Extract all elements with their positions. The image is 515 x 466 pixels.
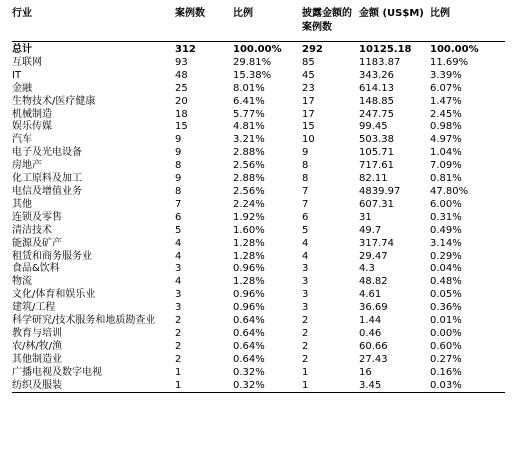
cell-ratio: 0.32% <box>233 366 265 378</box>
cell-ratio: 2.88% <box>233 147 265 159</box>
cell-industry: 机械制造 <box>12 108 52 120</box>
cell-amount-ratio: 6.07% <box>430 82 462 94</box>
table-row <box>12 199 505 212</box>
cell-cases: 18 <box>175 108 188 120</box>
cell-disclosed-cases: 4 <box>302 237 309 249</box>
header-ratio: 比例 <box>233 8 253 19</box>
cell-industry: 生物技术/医疗健康 <box>12 95 96 107</box>
cell-ratio: 1.28% <box>233 250 265 262</box>
cell-industry: 娱乐传媒 <box>12 121 52 133</box>
cell-cases: 4 <box>175 250 182 262</box>
cell-ratio: 5.77% <box>233 108 265 120</box>
table-row <box>12 251 505 264</box>
cell-industry: 电子及光电设备 <box>12 147 82 159</box>
cell-ratio: 29.81% <box>233 56 272 68</box>
cell-disclosed-cases: 6 <box>302 211 309 223</box>
cell-disclosed-cases: 292 <box>302 44 323 55</box>
cell-ratio: 1.28% <box>233 276 265 288</box>
cell-industry: 租赁和商务服务业 <box>12 250 92 262</box>
cell-amount: 614.13 <box>359 82 394 94</box>
cell-disclosed-cases: 7 <box>302 185 309 197</box>
table-row <box>12 212 505 225</box>
table-row <box>12 147 505 160</box>
cell-amount-ratio: 7.09% <box>430 160 462 172</box>
table-row <box>12 173 505 186</box>
cell-disclosed-cases: 7 <box>302 198 309 210</box>
cell-industry: 建筑/工程 <box>12 302 56 314</box>
cell-industry: 汽车 <box>12 134 32 146</box>
cell-ratio: 2.24% <box>233 198 265 210</box>
cell-amount: 4839.97 <box>359 185 401 197</box>
table-row <box>12 57 505 70</box>
cell-cases: 8 <box>175 160 182 172</box>
cell-amount-ratio: 0.36% <box>430 302 462 314</box>
cell-industry: 互联网 <box>12 56 42 68</box>
cell-amount-ratio: 0.03% <box>430 379 462 391</box>
header-row <box>12 7 505 42</box>
cell-industry: 其他制造业 <box>12 353 62 365</box>
cell-amount: 16 <box>359 366 372 378</box>
cell-amount: 1183.87 <box>359 56 401 68</box>
header-cases: 案例数 <box>175 8 205 19</box>
table-row <box>12 96 505 109</box>
cell-amount-ratio: 0.31% <box>430 211 462 223</box>
cell-cases: 6 <box>175 211 182 223</box>
cell-amount: 148.85 <box>359 95 394 107</box>
cell-amount: 343.26 <box>359 69 394 81</box>
cell-amount-ratio: 11.69% <box>430 56 469 68</box>
cell-industry: 能源及矿产 <box>12 237 62 249</box>
cell-amount: 247.75 <box>359 108 394 120</box>
cell-amount-ratio: 4.97% <box>430 134 462 146</box>
cell-disclosed-cases: 23 <box>302 82 315 94</box>
cell-amount-ratio: 0.00% <box>430 327 462 339</box>
cell-ratio: 1.28% <box>233 237 265 249</box>
cell-disclosed-cases: 2 <box>302 315 309 327</box>
table-row <box>12 354 505 367</box>
cell-disclosed-cases: 9 <box>302 147 309 159</box>
table-row <box>12 328 505 341</box>
cell-industry: 金融 <box>12 82 32 94</box>
cell-amount: 31 <box>359 211 372 223</box>
table-row <box>12 238 505 251</box>
cell-amount-ratio: 0.27% <box>430 353 462 365</box>
cell-disclosed-cases: 2 <box>302 327 309 339</box>
cell-amount-ratio: 0.29% <box>430 250 462 262</box>
cell-ratio: 1.60% <box>233 224 265 236</box>
cell-cases: 1 <box>175 379 182 391</box>
cell-cases: 4 <box>175 237 182 249</box>
cell-amount-ratio: 3.39% <box>430 69 462 81</box>
cell-amount: 10125.18 <box>359 44 412 55</box>
cell-ratio: 2.56% <box>233 160 265 172</box>
cell-cases: 9 <box>175 134 182 146</box>
cell-disclosed-cases: 15 <box>302 121 315 133</box>
cell-amount: 3.45 <box>359 379 382 391</box>
cell-disclosed-cases: 85 <box>302 56 315 68</box>
cell-amount-ratio: 0.05% <box>430 289 462 301</box>
cell-amount-ratio: 6.00% <box>430 198 462 210</box>
cell-industry: 物流 <box>12 276 32 288</box>
cell-industry: 农/林/牧/渔 <box>12 340 63 352</box>
table-row <box>12 70 505 83</box>
cell-cases: 25 <box>175 82 188 94</box>
table-row <box>12 263 505 276</box>
cell-ratio: 0.96% <box>233 263 265 275</box>
table-row <box>12 134 505 147</box>
cell-industry: 化工原料及加工 <box>12 173 82 185</box>
total-row <box>12 42 505 57</box>
cell-industry: 纺织及服装 <box>12 379 62 391</box>
cell-ratio: 2.88% <box>233 173 265 185</box>
table-body <box>12 42 505 393</box>
cell-ratio: 0.64% <box>233 340 265 352</box>
table-row <box>12 302 505 315</box>
cell-cases: 3 <box>175 263 182 275</box>
cell-cases: 3 <box>175 302 182 314</box>
cell-ratio: 0.32% <box>233 379 265 391</box>
cell-cases: 93 <box>175 56 188 68</box>
cell-ratio: 0.64% <box>233 353 265 365</box>
cell-amount: 717.61 <box>359 160 394 172</box>
cell-cases: 1 <box>175 366 182 378</box>
cell-amount-ratio: 0.04% <box>430 263 462 275</box>
table-row <box>12 225 505 238</box>
table-row <box>12 186 505 199</box>
cell-industry: 总计 <box>12 44 32 55</box>
cell-disclosed-cases: 2 <box>302 340 309 352</box>
cell-cases: 2 <box>175 353 182 365</box>
cell-cases: 7 <box>175 198 182 210</box>
cell-disclosed-cases: 2 <box>302 353 309 365</box>
table-row <box>12 109 505 122</box>
cell-ratio: 100.00% <box>233 44 282 55</box>
cell-cases: 2 <box>175 315 182 327</box>
cell-ratio: 3.21% <box>233 134 265 146</box>
cell-amount: 29.47 <box>359 250 388 262</box>
cell-cases: 15 <box>175 121 188 133</box>
cell-disclosed-cases: 3 <box>302 302 309 314</box>
cell-amount-ratio: 0.48% <box>430 276 462 288</box>
cell-ratio: 4.81% <box>233 121 265 133</box>
cell-ratio: 0.64% <box>233 327 265 339</box>
table-row <box>12 121 505 134</box>
table-row <box>12 289 505 302</box>
cell-amount: 4.3 <box>359 263 375 275</box>
cell-cases: 8 <box>175 185 182 197</box>
cell-cases: 3 <box>175 289 182 301</box>
cell-disclosed-cases: 8 <box>302 173 309 185</box>
cell-disclosed-cases: 4 <box>302 250 309 262</box>
cell-amount-ratio: 2.45% <box>430 108 462 120</box>
cell-disclosed-cases: 10 <box>302 134 315 146</box>
cell-industry: 食品&饮料 <box>12 263 60 275</box>
table-row <box>12 341 505 354</box>
cell-cases: 2 <box>175 327 182 339</box>
cell-cases: 20 <box>175 95 188 107</box>
cell-amount-ratio: 0.60% <box>430 340 462 352</box>
table-row <box>12 315 505 328</box>
header-industry: 行业 <box>12 8 32 19</box>
cell-cases: 2 <box>175 340 182 352</box>
cell-ratio: 8.01% <box>233 82 265 94</box>
table-row <box>12 83 505 96</box>
cell-amount: 99.45 <box>359 121 388 133</box>
cell-amount-ratio: 1.04% <box>430 147 462 159</box>
cell-disclosed-cases: 17 <box>302 108 315 120</box>
table-header <box>12 7 505 42</box>
cell-ratio: 6.41% <box>233 95 265 107</box>
cell-cases: 4 <box>175 276 182 288</box>
cell-industry: IT <box>12 69 22 81</box>
header-amount: 金额 (US$M) <box>359 8 424 19</box>
cell-ratio: 15.38% <box>233 69 272 81</box>
cell-amount-ratio: 3.14% <box>430 237 462 249</box>
header-amount-ratio: 比例 <box>430 8 450 19</box>
cell-amount: 1.44 <box>359 315 382 327</box>
cell-amount-ratio: 0.16% <box>430 366 462 378</box>
cell-amount: 105.71 <box>359 147 394 159</box>
investment-table <box>12 7 505 393</box>
cell-amount: 503.38 <box>359 134 394 146</box>
cell-disclosed-cases: 1 <box>302 366 309 378</box>
cell-amount: 4.61 <box>359 289 382 301</box>
cell-industry: 广播电视及数字电视 <box>12 366 102 378</box>
table-row <box>12 160 505 173</box>
cell-industry: 其他 <box>12 198 32 210</box>
cell-amount: 317.74 <box>359 237 394 249</box>
cell-amount: 48.82 <box>359 276 388 288</box>
cell-disclosed-cases: 45 <box>302 69 315 81</box>
cell-ratio: 0.96% <box>233 289 265 301</box>
cell-amount-ratio: 0.49% <box>430 224 462 236</box>
table-row <box>12 367 505 380</box>
cell-industry: 教育与培训 <box>12 327 62 339</box>
cell-industry: 电信及增值业务 <box>12 185 82 197</box>
cell-amount-ratio: 0.01% <box>430 315 462 327</box>
cell-amount: 607.31 <box>359 198 394 210</box>
cell-amount: 60.66 <box>359 340 388 352</box>
cell-ratio: 2.56% <box>233 185 265 197</box>
cell-amount: 27.43 <box>359 353 388 365</box>
cell-cases: 312 <box>175 44 196 55</box>
table-row <box>12 276 505 289</box>
cell-cases: 9 <box>175 173 182 185</box>
cell-disclosed-cases: 1 <box>302 379 309 391</box>
cell-disclosed-cases: 3 <box>302 263 309 275</box>
cell-amount: 82.11 <box>359 173 388 185</box>
cell-industry: 清洁技术 <box>12 224 52 236</box>
cell-disclosed-cases: 8 <box>302 160 309 172</box>
cell-industry: 房地产 <box>12 160 42 172</box>
cell-ratio: 1.92% <box>233 211 265 223</box>
cell-amount-ratio: 100.00% <box>430 44 479 55</box>
cell-disclosed-cases: 3 <box>302 289 309 301</box>
cell-amount: 49.7 <box>359 224 382 236</box>
table-row <box>12 380 505 393</box>
cell-amount: 36.69 <box>359 302 388 314</box>
cell-amount: 0.46 <box>359 327 382 339</box>
cell-disclosed-cases: 17 <box>302 95 315 107</box>
cell-disclosed-cases: 5 <box>302 224 309 236</box>
cell-cases: 9 <box>175 147 182 159</box>
cell-disclosed-cases: 3 <box>302 276 309 288</box>
cell-ratio: 0.96% <box>233 302 265 314</box>
cell-amount-ratio: 47.80% <box>430 185 469 197</box>
cell-cases: 48 <box>175 69 188 81</box>
header-disclosed-cases: 披露金额的案例数 <box>302 8 352 33</box>
cell-industry: 科学研究/技术服务和地质勘查业 <box>12 315 156 327</box>
cell-amount-ratio: 1.47% <box>430 95 462 107</box>
cell-ratio: 0.64% <box>233 315 265 327</box>
cell-amount-ratio: 0.98% <box>430 121 462 133</box>
cell-amount-ratio: 0.81% <box>430 173 462 185</box>
cell-industry: 文化/体育和娱乐业 <box>12 289 96 301</box>
cell-industry: 连锁及零售 <box>12 211 62 223</box>
cell-cases: 5 <box>175 224 182 236</box>
